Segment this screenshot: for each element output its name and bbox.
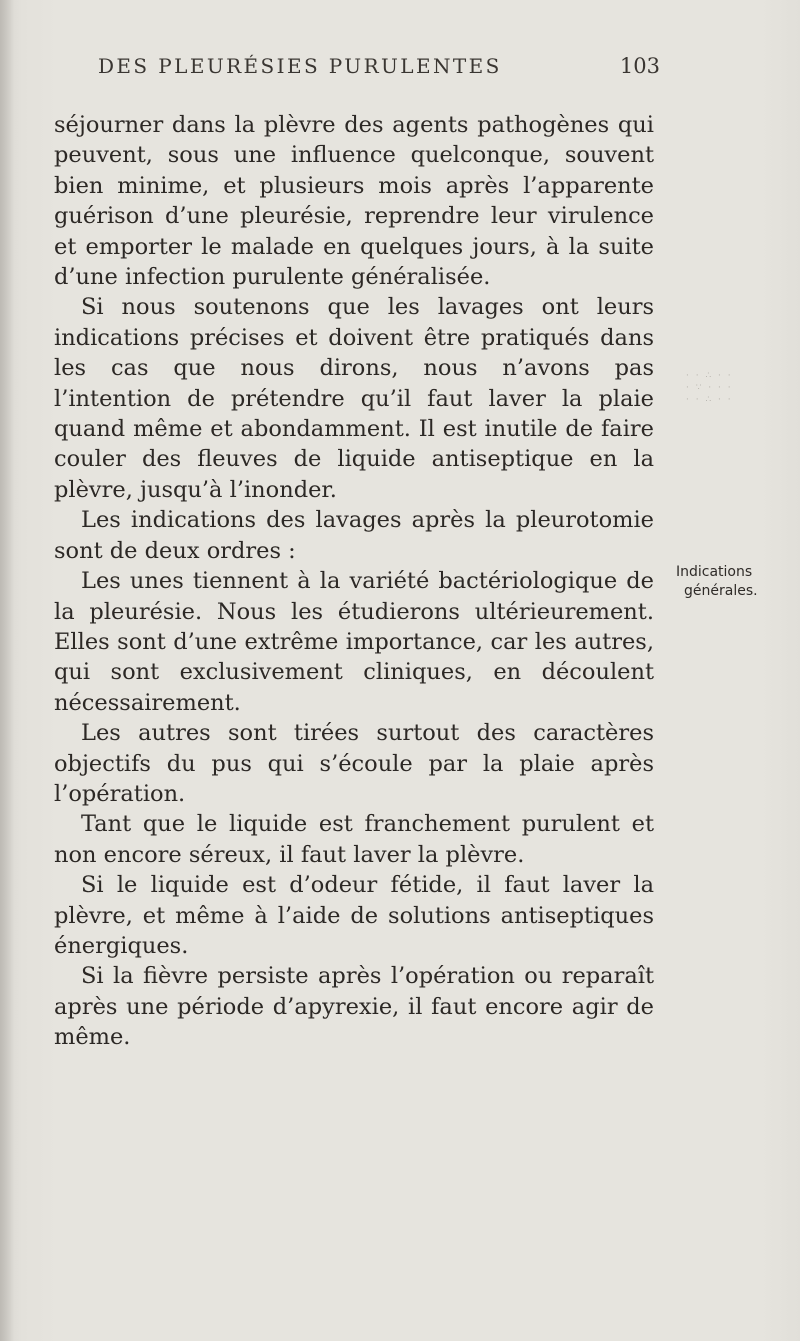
running-head (98, 54, 660, 84)
paragraph-indications: Les indications des lavages après la pleurotomie sont de deux ordres : (54, 507, 654, 564)
paragraph-continuation: séjourner dans la plèvre des agents pathogènes qui peuvent, sous une influence quelconque, souvent bien minime, et plusieurs mois après l’apparente guérison d’une pleurésie, reprendre leur virulence et emporter le malade en quelques jours, à la suite d’une infection purulente généralisée. (54, 112, 654, 291)
page-number: 103 (619, 54, 660, 78)
running-title: DES PLEURÉSIES PURULENTES (98, 54, 502, 78)
paragraph-caracteres: Les autres sont tirées surtout des caractères objectifs du pus qui s’écoule par la plaie après l’opération. (54, 720, 654, 807)
margin-note (676, 563, 800, 601)
paragraph-fetide: Si le liquide est d’odeur fétide, il faut laver la plèvre, et même à l’aide de solutions antiseptiques énergiques. (54, 872, 654, 959)
paragraph-purulent: Tant que le liquide est franchement purulent et non encore séreux, il faut laver la plèvre. (54, 811, 654, 868)
bleed-through-stain: · · ∴ · · · ∵ · · · · · ∴ · · (686, 371, 733, 405)
body-text (54, 110, 654, 1053)
page-binding-shadow (0, 0, 14, 1341)
paragraph-lavages-intro: Si nous soutenons que les lavages ont leurs indications précises et doivent être pratiqués dans les cas que nous dirons, nous n’avons pas l’intention de prétendre qu’il faut laver la plaie quand même et abondamment. Il est inutile de faire couler des fleuves de liquide antiseptique en la plèvre, jusqu’à l’inonder. (54, 294, 654, 503)
margin-note-line-2: générales. (684, 583, 758, 599)
margin-note-line-1: Indications (676, 564, 753, 580)
paragraph-bacteriologique: Les unes tiennent à la variété bactériologique de la pleurésie. Nous les étudierons ultérieurement. Elles sont d’une extrême importance, car les autres, qui sont exclusivement cliniques, en découlent nécessairement. (54, 568, 654, 716)
paragraph-fievre: Si la fièvre persiste après l’opération ou reparaît après une période d’apyrexie, il faut encore agir de même. (54, 963, 654, 1051)
